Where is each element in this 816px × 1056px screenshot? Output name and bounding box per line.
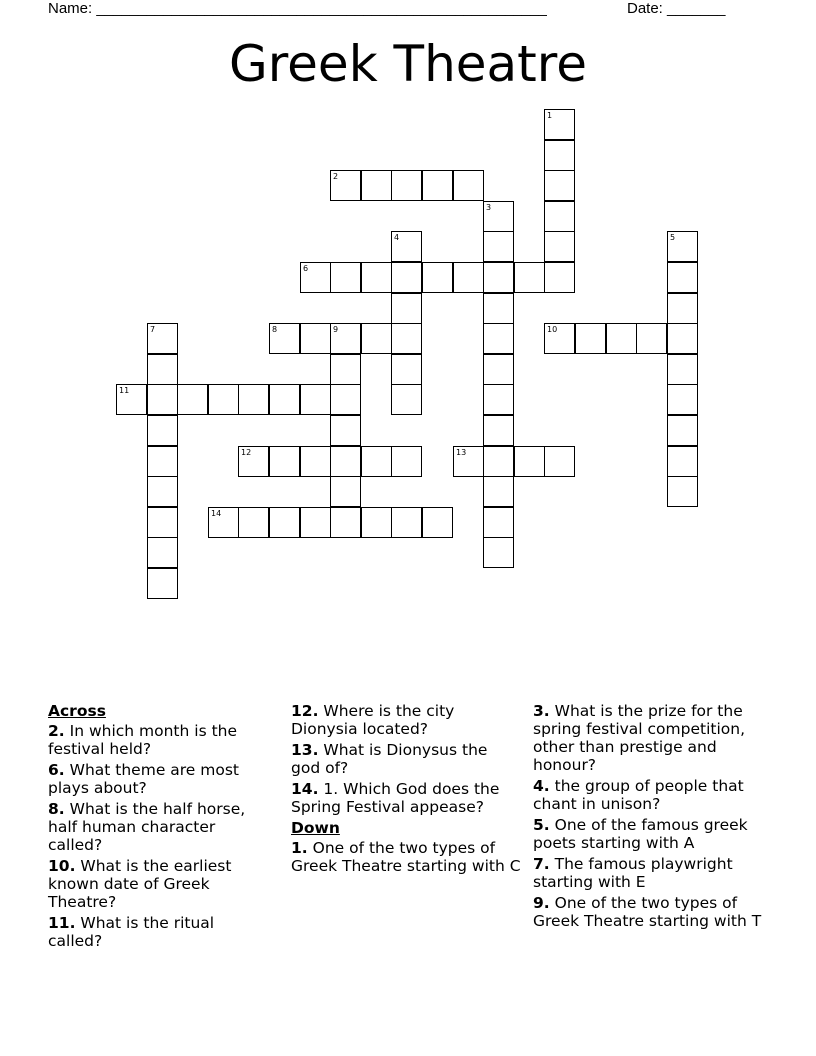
clue-number: 4. bbox=[533, 777, 550, 795]
grid-cell[interactable] bbox=[330, 507, 361, 538]
grid-cell[interactable] bbox=[575, 323, 606, 354]
grid-cell[interactable] bbox=[147, 415, 178, 446]
clue-number: 13. bbox=[291, 741, 319, 759]
across-heading: Across bbox=[48, 702, 106, 720]
grid-cell[interactable] bbox=[269, 446, 300, 477]
cell-number: 2 bbox=[333, 172, 339, 181]
grid-cell[interactable] bbox=[147, 354, 178, 385]
grid-cell[interactable] bbox=[300, 323, 331, 354]
clue-text: Where is the city Dionysia located? bbox=[291, 702, 455, 738]
grid-cell[interactable] bbox=[606, 323, 637, 354]
grid-cell[interactable] bbox=[238, 384, 269, 415]
grid-cell[interactable] bbox=[667, 293, 698, 324]
down-clue-3 bbox=[533, 702, 773, 774]
grid-cell[interactable] bbox=[269, 323, 300, 354]
grid-cell[interactable] bbox=[544, 262, 575, 293]
grid-cell[interactable] bbox=[391, 262, 422, 293]
grid-cell[interactable] bbox=[667, 446, 698, 477]
down-clue-9 bbox=[533, 894, 773, 930]
grid-cell[interactable] bbox=[483, 415, 514, 446]
grid-cell[interactable] bbox=[361, 446, 392, 477]
across-clue-8 bbox=[48, 800, 273, 854]
grid-cell[interactable] bbox=[667, 476, 698, 507]
cell-number: 14 bbox=[211, 509, 222, 518]
across-clue-13 bbox=[291, 741, 521, 777]
grid-cell[interactable] bbox=[544, 109, 575, 140]
grid-cell[interactable] bbox=[483, 231, 514, 262]
clue-text: What is the prize for the spring festival competition, other than prestige and honour? bbox=[533, 702, 746, 774]
cell-number: 4 bbox=[394, 233, 400, 242]
clue-number: 1. bbox=[291, 839, 308, 857]
across-clue-6 bbox=[48, 761, 273, 797]
grid-cell[interactable] bbox=[391, 323, 422, 354]
clue-number: 14. bbox=[291, 780, 319, 798]
clue-text: One of the famous greek poets starting with A bbox=[533, 816, 748, 852]
grid-cell[interactable] bbox=[330, 446, 361, 477]
clue-text: One of the two types of Greek Theatre starting with C bbox=[291, 839, 521, 875]
grid-cell[interactable] bbox=[361, 170, 392, 201]
grid-cell[interactable] bbox=[269, 384, 300, 415]
across-clue-11 bbox=[48, 914, 273, 950]
cell-number: 12 bbox=[241, 448, 252, 457]
grid-cell[interactable] bbox=[667, 384, 698, 415]
clue-number: 11. bbox=[48, 914, 76, 932]
grid-cell[interactable] bbox=[147, 476, 178, 507]
grid-cell[interactable] bbox=[177, 384, 208, 415]
clue-number: 8. bbox=[48, 800, 65, 818]
grid-cell[interactable] bbox=[391, 231, 422, 262]
across-clue-2 bbox=[48, 722, 273, 758]
across-clue-12 bbox=[291, 702, 521, 738]
grid-cell[interactable] bbox=[391, 170, 422, 201]
grid-cell[interactable] bbox=[391, 293, 422, 324]
grid-cell[interactable] bbox=[391, 507, 422, 538]
grid-cell[interactable] bbox=[422, 262, 453, 293]
grid-cell[interactable] bbox=[483, 323, 514, 354]
grid-cell[interactable] bbox=[453, 446, 484, 477]
clue-text: What is the half horse, half human character called? bbox=[48, 800, 246, 854]
grid-cell[interactable] bbox=[483, 476, 514, 507]
grid-cell[interactable] bbox=[667, 231, 698, 262]
date-field[interactable]: Date: _______ bbox=[627, 0, 726, 17]
grid-cell[interactable] bbox=[667, 323, 698, 354]
clue-number: 12. bbox=[291, 702, 319, 720]
grid-cell[interactable] bbox=[483, 384, 514, 415]
cell-number: 5 bbox=[670, 233, 676, 242]
cell-number: 9 bbox=[333, 325, 339, 334]
clue-number: 10. bbox=[48, 857, 76, 875]
grid-cell[interactable] bbox=[483, 507, 514, 538]
clue-text: What is the earliest known date of Greek Theatre? bbox=[48, 857, 232, 911]
grid-cell[interactable] bbox=[147, 446, 178, 477]
grid-cell[interactable] bbox=[422, 507, 453, 538]
grid-cell[interactable] bbox=[453, 262, 484, 293]
grid-cell[interactable] bbox=[544, 140, 575, 171]
grid-cell[interactable] bbox=[544, 170, 575, 201]
grid-cell[interactable] bbox=[238, 446, 269, 477]
cell-number: 6 bbox=[303, 264, 309, 273]
grid-cell[interactable] bbox=[483, 293, 514, 324]
grid-cell[interactable] bbox=[238, 507, 269, 538]
grid-cell[interactable] bbox=[361, 262, 392, 293]
grid-cell[interactable] bbox=[361, 323, 392, 354]
grid-cell[interactable] bbox=[300, 446, 331, 477]
grid-cell[interactable] bbox=[483, 262, 514, 293]
grid-cell[interactable] bbox=[483, 537, 514, 568]
grid-cell[interactable] bbox=[330, 323, 361, 354]
clue-text: What is Dionysus the god of? bbox=[291, 741, 488, 777]
grid-cell[interactable] bbox=[544, 201, 575, 232]
grid-cell[interactable] bbox=[667, 415, 698, 446]
clue-text: In which month is the festival held? bbox=[48, 722, 238, 758]
clue-column-2 bbox=[291, 702, 521, 878]
grid-cell[interactable] bbox=[208, 384, 239, 415]
grid-cell[interactable] bbox=[667, 354, 698, 385]
grid-cell[interactable] bbox=[116, 384, 147, 415]
grid-cell[interactable] bbox=[483, 354, 514, 385]
clue-number: 2. bbox=[48, 722, 65, 740]
grid-cell[interactable] bbox=[453, 170, 484, 201]
grid-cell[interactable] bbox=[544, 323, 575, 354]
cell-number: 11 bbox=[119, 386, 130, 395]
grid-cell[interactable] bbox=[330, 415, 361, 446]
clue-text: The famous playwright starting with E bbox=[533, 855, 733, 891]
clue-number: 9. bbox=[533, 894, 550, 912]
page-title: Greek Theatre bbox=[228, 35, 588, 93]
grid-cell[interactable] bbox=[544, 231, 575, 262]
grid-cell[interactable] bbox=[300, 262, 331, 293]
grid-cell[interactable] bbox=[300, 507, 331, 538]
down-clue-1 bbox=[291, 839, 521, 875]
cell-number: 10 bbox=[547, 325, 558, 334]
clue-number: 7. bbox=[533, 855, 550, 873]
grid-cell[interactable] bbox=[147, 537, 178, 568]
grid-cell[interactable] bbox=[391, 384, 422, 415]
grid-cell[interactable] bbox=[330, 384, 361, 415]
grid-cell[interactable] bbox=[330, 170, 361, 201]
grid-cell[interactable] bbox=[300, 384, 331, 415]
cell-number: 13 bbox=[456, 448, 467, 457]
clue-number: 6. bbox=[48, 761, 65, 779]
down-clue-4 bbox=[533, 777, 773, 813]
grid-cell[interactable] bbox=[330, 476, 361, 507]
grid-cell[interactable] bbox=[391, 446, 422, 477]
clue-text: One of the two types of Greek Theatre starting with T bbox=[533, 894, 762, 930]
clue-text: What theme are most plays about? bbox=[48, 761, 240, 797]
grid-cell[interactable] bbox=[147, 323, 178, 354]
grid-cell[interactable] bbox=[147, 507, 178, 538]
across-clue-14 bbox=[291, 780, 521, 816]
cell-number: 3 bbox=[486, 203, 492, 212]
grid-cell[interactable] bbox=[391, 354, 422, 385]
grid-cell[interactable] bbox=[147, 568, 178, 599]
cell-number: 7 bbox=[150, 325, 156, 334]
cell-number: 8 bbox=[272, 325, 278, 334]
grid-cell[interactable] bbox=[483, 446, 514, 477]
grid-cell[interactable] bbox=[636, 323, 667, 354]
clue-column-3 bbox=[533, 702, 773, 933]
grid-cell[interactable] bbox=[208, 507, 239, 538]
clue-text: What is the ritual called? bbox=[48, 914, 215, 950]
across-clue-10 bbox=[48, 857, 273, 911]
grid-cell[interactable] bbox=[330, 354, 361, 385]
grid-cell[interactable] bbox=[330, 262, 361, 293]
grid-cell[interactable] bbox=[422, 170, 453, 201]
name-field[interactable]: Name: ______________________________________________________ bbox=[48, 0, 547, 17]
clue-number: 5. bbox=[533, 816, 550, 834]
grid-cell[interactable] bbox=[361, 507, 392, 538]
grid-cell[interactable] bbox=[544, 446, 575, 477]
grid-cell[interactable] bbox=[514, 262, 545, 293]
clue-number: 3. bbox=[533, 702, 550, 720]
grid-cell[interactable] bbox=[514, 446, 545, 477]
clue-text: 1. Which God does the Spring Festival appease? bbox=[291, 780, 500, 816]
down-clue-5 bbox=[533, 816, 773, 852]
cell-number: 1 bbox=[547, 111, 553, 120]
grid-cell[interactable] bbox=[269, 507, 300, 538]
grid-cell[interactable] bbox=[667, 262, 698, 293]
clue-text: the group of people that chant in unison? bbox=[533, 777, 744, 813]
down-heading: Down bbox=[291, 819, 340, 837]
down-clue-7 bbox=[533, 855, 773, 891]
grid-cell[interactable] bbox=[483, 201, 514, 232]
clue-column-1 bbox=[48, 702, 273, 953]
grid-cell[interactable] bbox=[147, 384, 178, 415]
